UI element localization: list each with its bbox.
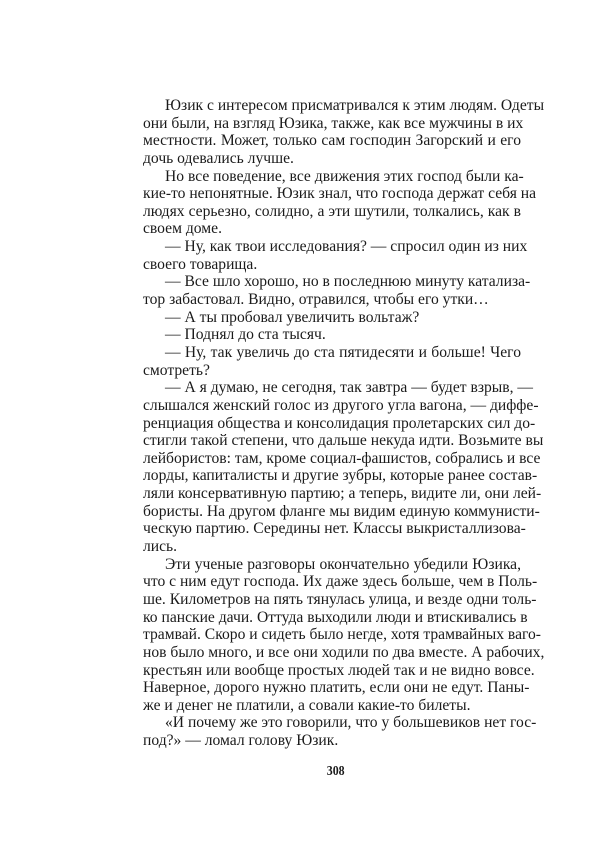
text-line: — А я думаю, не сегодня, так завтра — будет взрыв, — bbox=[165, 379, 534, 397]
text-line: что с ним едут господа. Их даже здесь больше, чем в Поль- bbox=[143, 573, 538, 591]
text-line: людях серьезно, солидно, а эти шутили, толкались, как в bbox=[143, 202, 521, 220]
text-line: под?» — ломал голову Юзик. bbox=[143, 732, 339, 750]
text-line: дочь одевались лучше. bbox=[143, 149, 294, 167]
text-line: ко панские дачи. Оттуда выходили люди и втискивались в bbox=[143, 608, 528, 626]
text-line: Но все поведение, все движения этих господ были ка- bbox=[165, 167, 524, 185]
text-line: лорды, капиталисты и другие зубры, которые ранее состав- bbox=[143, 467, 538, 485]
text-line: Юзик с интересом присматривался к этим людям. Одеты bbox=[165, 97, 545, 114]
text-line: ляли консервативную партию; а теперь, видите ли, они лей- bbox=[143, 485, 542, 503]
text-line: — Ну, как твои исследования? — спросил один из них bbox=[165, 238, 528, 256]
text-line: Эти ученые разговоры окончательно убедили Юзика, bbox=[165, 555, 521, 573]
text-line: они были, на взгляд Юзика, также, как все мужчины в их bbox=[143, 114, 524, 132]
text-line: своего товарища. bbox=[143, 255, 258, 273]
text-line: — А ты пробовал увеличить вольтаж? bbox=[165, 308, 420, 326]
text-line: ше. Километров на пять тянулась улица, и везде одни толь- bbox=[143, 590, 537, 608]
text-line: слышался женский голос из другого угла вагона, — диффе- bbox=[143, 396, 539, 414]
text-line: своем доме. bbox=[143, 220, 222, 238]
page-number: 308 bbox=[326, 764, 345, 779]
text-line: — Поднял до ста тысяч. bbox=[165, 326, 326, 344]
text-line: лейбористов: там, кроме социал-фашистов, собрались и все bbox=[143, 449, 541, 467]
text-line: бористы. На другом фланге мы видим единую коммунисти- bbox=[143, 502, 540, 520]
page-body-text bbox=[143, 97, 545, 750]
text-line: ренциация общества и консолидация пролетарских сил до- bbox=[143, 414, 536, 432]
text-line: тор забастовал. Видно, отравился, чтобы его утки… bbox=[143, 291, 489, 309]
text-line: нов было много, и все они ходили по два вместе. А рабочих, bbox=[143, 643, 545, 661]
text-line: стигли такой степени, что дальше некуда идти. Возьмите вы bbox=[143, 432, 544, 450]
text-line: — Все шло хорошо, но в последнюю минуту катализа- bbox=[165, 273, 531, 291]
text-line: — Ну, так увеличь до ста пятидесяти и больше! Чего bbox=[165, 343, 521, 361]
text-line: ческую партию. Середины нет. Классы выкристаллизова- bbox=[143, 520, 526, 538]
text-line: кие-то непонятные. Юзик знал, что господа держат себя на bbox=[143, 185, 537, 203]
text-line: местности. Может, только сам господин Загорский и его bbox=[143, 132, 521, 150]
text-line: смотреть? bbox=[143, 361, 210, 379]
text-line: «И почему же это говорили, что у большевиков нет гос- bbox=[165, 714, 537, 732]
text-line: лись. bbox=[143, 538, 178, 556]
text-line: Наверное, дорого нужно платить, если они не едут. Паны- bbox=[143, 679, 530, 697]
text-line: крестьян или вообще простых людей так и не видно вовсе. bbox=[143, 661, 535, 679]
text-line: трамвай. Скоро и сидеть было негде, хотя трамвайных ваго- bbox=[143, 626, 541, 644]
text-line: же и денег не платили, а совали какие-то билеты. bbox=[143, 696, 471, 714]
